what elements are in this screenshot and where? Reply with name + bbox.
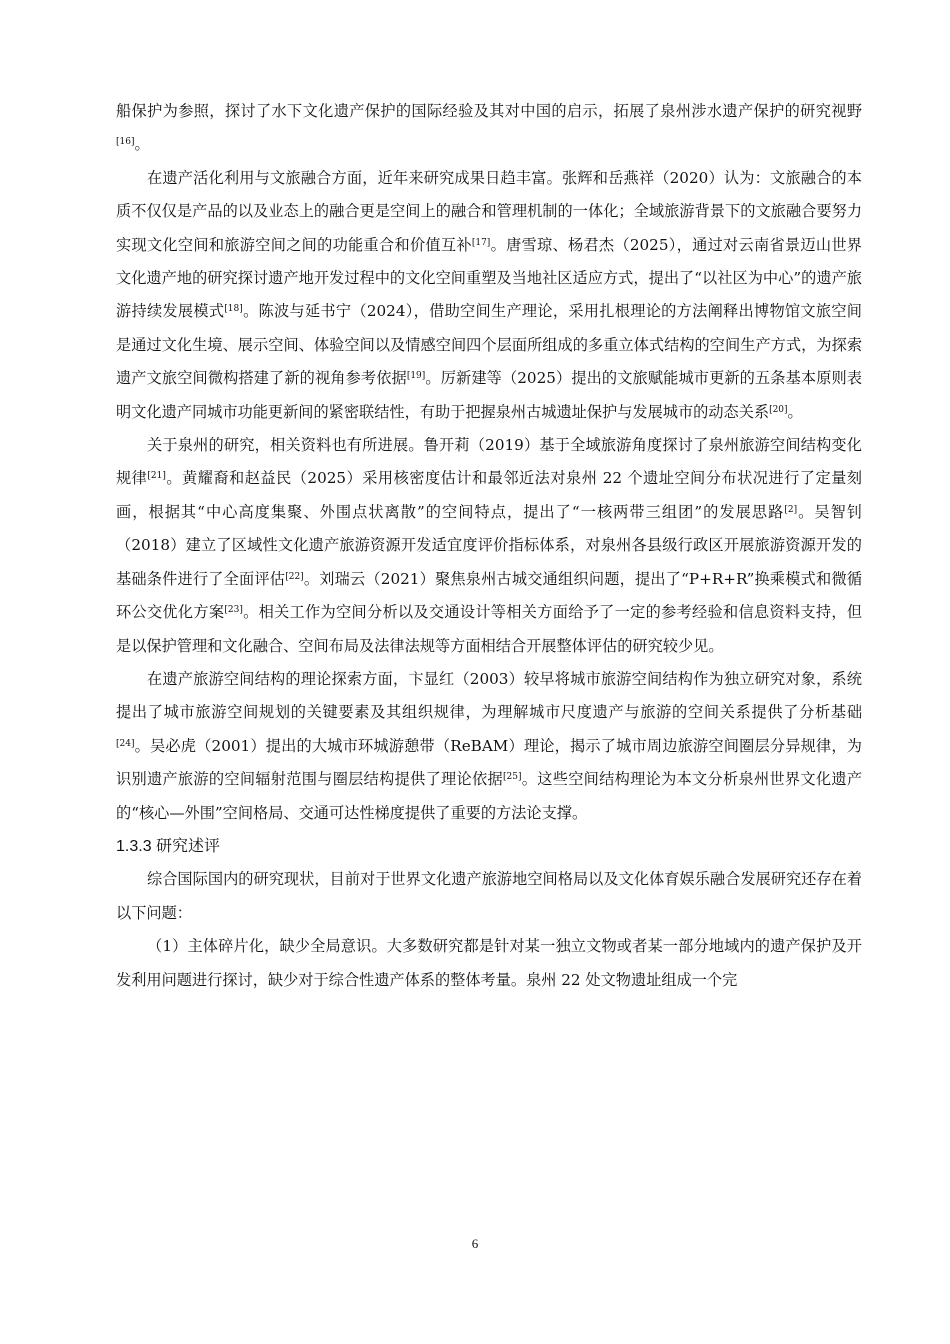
paragraph-text: 。黄耀裔和赵益民（2025）采用核密度估计和最邻近法对泉州 22 个遗址空间分布状况进行了定量刻画，根据其“中心高度集聚、外围点状离散”的空间特点，提出了“一核两带三组团”的发展思路 bbox=[116, 469, 862, 521]
citation-ref: [20] bbox=[769, 404, 788, 415]
citation-ref: [24] bbox=[116, 738, 135, 749]
paragraph-text: 。陈波与延书宁（2024），借助空间生产理论，采用扎根理论的方法阐释出博物馆文旅空间是通过文化生境、展示空间、体验空间以及情感空间四个层面所组成的多重立体式结构的空间生产方式，为探索遗产文旅空间微构搭建了新的视角参考依据 bbox=[116, 302, 862, 388]
citation-ref: [25] bbox=[502, 772, 522, 783]
paragraph bbox=[116, 429, 862, 663]
paragraph-text: 在遗产活化利用与文旅融合方面，近年来研究成果日趋丰富。张辉和岳燕祥（2020）认为：文旅融合的本质不仅仅是产品的以及业态上的融合更是空间上的融合和管理机制的一体化；全域旅游背景下的文旅融合要努力实现文化空间和旅游空间之间的功能重合和价值互补 bbox=[116, 168, 862, 254]
citation-ref: [16] bbox=[116, 137, 135, 148]
paragraph-text: 。厉新建等（2025）提出的文旅赋能城市更新的五条基本原则表明文化遗产同城市功能更新间的紧密联结性，有助于把握泉州古城遗址保护与发展城市的动态关系 bbox=[116, 369, 863, 421]
paragraph bbox=[116, 95, 862, 162]
citation-ref: [18] bbox=[224, 304, 243, 315]
citation-ref: [17] bbox=[471, 237, 491, 248]
issue-paragraph: （1）主体碎片化，缺少全局意识。大多数研究都是针对某一独立文物或者某一部分地域内的遗产保护及开发利用问题进行探讨，缺少对于综合性遗产体系的整体考量。泉州 22 处文物遗址组成一个完 bbox=[116, 937, 862, 989]
citation-ref: [22] bbox=[285, 571, 304, 582]
paragraph-text: 。吴智钊（2018）建立了区域性文化遗产旅游资源开发适宜度评价指标体系，对泉州各县级行政区开展旅游资源开发的基础条件进行了全面评估 bbox=[116, 502, 863, 588]
section-heading: 1.3.3 研究述评 bbox=[116, 837, 221, 855]
citation-ref: [19] bbox=[406, 371, 426, 382]
citation-ref: [2] bbox=[784, 504, 798, 515]
paragraph-text: 在遗产旅游空间结构的理论探索方面，卞显红（2003）较早将城市旅游空间结构作为独立研究对象，系统提出了城市旅游空间规划的关键要素及其组织规律，为理解城市尺度遗产与旅游的空间关系提供了分析基础 bbox=[116, 669, 862, 722]
body-text bbox=[116, 95, 862, 997]
paragraph-text: 。 bbox=[787, 402, 803, 421]
page-number: 6 bbox=[471, 1236, 479, 1251]
paragraph-text: 关于泉州的研究，相关资料也有所进展。鲁开莉（2019）基于全域旅游角度探讨了泉州旅游空间结构变化规律 bbox=[116, 436, 862, 488]
paragraph-text: 。这些空间结构理论为本文分析泉州世界文化遗产的“核心—外围”空间格局、交通可达性梯度提供了重要的方法论支撑。 bbox=[116, 770, 863, 822]
citation-ref: [21] bbox=[147, 471, 166, 482]
citation-ref: [23] bbox=[224, 605, 243, 616]
paragraph-text: 。刘瑞云（2021）聚焦泉州古城交通组织问题，提出了“P+R+R”换乘模式和微循环公交优化方案 bbox=[116, 569, 863, 622]
paragraph-text: 。唐雪琼、杨君杰（2025），通过对云南省景迈山世界文化遗产地的研究探讨遗产地开发过程中的文化空间重塑及当地社区适应方式，提出了“以社区为中心”的遗产旅游持续发展模式 bbox=[116, 235, 862, 321]
paragraph bbox=[116, 663, 862, 830]
paragraph-text: 船保护为参照，探讨了水下文化遗产保护的国际经验及其对中国的启示，拓展了泉州涉水遗产保护的研究视野 bbox=[116, 102, 862, 120]
summary-paragraph: 综合国际国内的研究现状，目前对于世界文化遗产旅游地空间格局以及文化体育娱乐融合发展研究还存在着以下问题： bbox=[116, 870, 862, 922]
paragraph-text: 。 bbox=[134, 135, 150, 154]
literature-review-paragraphs bbox=[116, 95, 862, 830]
paragraph-text: 。吴必虎（2001）提出的大城市环城游憩带（ReBAM）理论，揭示了城市周边旅游空间圈层分异规律，为识别遗产旅游的空间辐射范围与圈层结构提供了理论依据 bbox=[116, 736, 862, 789]
paragraph-text: 。相关工作为空间分析以及交通设计等相关方面给予了一定的参考经验和信息资料支持，但是以保护管理和文化融合、空间布局及法律法规等方面相结合开展整体评估的研究较少见。 bbox=[116, 603, 863, 655]
paragraph bbox=[116, 162, 862, 429]
